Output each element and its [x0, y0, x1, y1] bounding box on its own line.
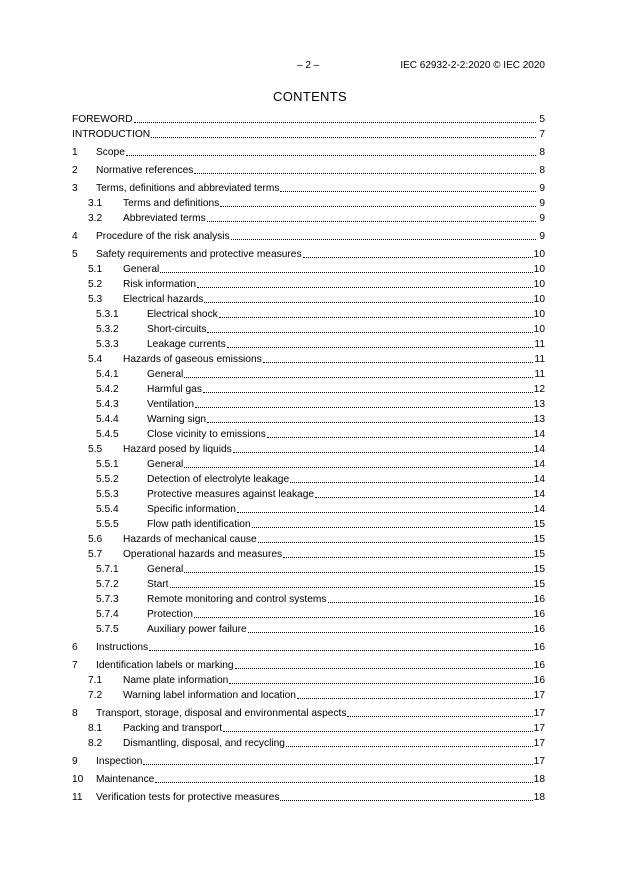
toc-entry-label: Maintenance: [96, 774, 155, 785]
dot-leader: [227, 347, 534, 348]
toc-entry-page: 10: [533, 264, 545, 275]
toc-entry-page: 15: [533, 579, 545, 590]
toc-entry[interactable]: [72, 425, 545, 440]
toc-entry-page: 9: [539, 213, 545, 224]
toc-entry-number: 7.2: [88, 690, 103, 701]
dot-leader: [252, 527, 533, 528]
toc-entry-page: 15: [533, 534, 545, 545]
dot-leader: [207, 422, 533, 423]
dot-leader: [126, 155, 536, 156]
toc-entry-page: 11: [534, 354, 545, 365]
toc-entry-label: Scope: [96, 147, 125, 158]
toc-entry-number: 5.7.3: [96, 594, 119, 605]
toc-entry-page: 15: [533, 564, 545, 575]
toc-entry-label: Ventilation: [147, 399, 195, 410]
toc-entry-page: 10: [533, 309, 545, 320]
dot-leader: [203, 392, 533, 393]
dot-leader: [263, 362, 534, 363]
toc-entry-label: Inspection: [96, 756, 143, 767]
toc-entry-page: 12: [533, 384, 545, 395]
toc-entry-number: 5.5: [88, 444, 103, 455]
toc-entry-label: General: [147, 369, 184, 380]
dot-leader: [235, 668, 533, 669]
page-title: CONTENTS: [273, 89, 347, 104]
toc-entry-page: 8: [539, 165, 545, 176]
dot-leader: [134, 122, 536, 123]
toc-entry-number: 5.3.2: [96, 324, 119, 335]
toc-entry-label: General: [147, 564, 184, 575]
toc-entry-page: 9: [539, 231, 545, 242]
toc-entry-page: 17: [533, 756, 545, 767]
dot-leader: [220, 206, 536, 207]
toc-entry-label: INTRODUCTION: [72, 129, 151, 140]
dot-leader: [204, 302, 532, 303]
toc-entry-number: 5.7.1: [96, 564, 119, 575]
dot-leader: [151, 137, 536, 138]
toc-entry[interactable]: [72, 470, 545, 485]
toc-entry-page: 16: [533, 642, 545, 653]
toc-entry[interactable]: [72, 686, 545, 701]
toc-entry-number: 10: [72, 774, 84, 785]
toc-entry-label: Hazards of mechanical cause: [123, 534, 257, 545]
toc-entry-label: Harmful gas: [147, 384, 202, 395]
toc-entry-number: 5.4.4: [96, 414, 119, 425]
dot-leader: [160, 272, 532, 273]
dot-leader: [303, 257, 533, 258]
toc-entry[interactable]: [72, 176, 545, 194]
toc-entry-label: Warning sign: [147, 414, 207, 425]
toc-entry-page: 10: [533, 279, 545, 290]
toc-entry-number: 5.5.2: [96, 474, 119, 485]
toc-entry-page: 17: [533, 738, 545, 749]
toc-entry-label: Name plate information: [123, 675, 229, 686]
dot-leader: [290, 482, 533, 483]
dot-leader: [184, 377, 533, 378]
dot-leader: [143, 764, 532, 765]
toc-entry[interactable]: [72, 260, 545, 275]
toc-entry[interactable]: [72, 290, 545, 305]
dot-leader: [184, 572, 532, 573]
toc-entry-label: Electrical hazards: [123, 294, 204, 305]
toc-entry-number: 4: [72, 231, 78, 242]
toc-entry[interactable]: [72, 335, 545, 350]
toc-entry-number: 2: [72, 165, 78, 176]
toc-entry-number: 5.7.2: [96, 579, 119, 590]
dot-leader: [194, 617, 533, 618]
toc-entry[interactable]: [72, 455, 545, 470]
dot-leader: [170, 587, 533, 588]
dot-leader: [184, 467, 532, 468]
toc-entry-page: 7: [539, 129, 545, 140]
toc-entry[interactable]: [72, 500, 545, 515]
toc-entry-number: 5.4.5: [96, 429, 119, 440]
toc-entry[interactable]: [72, 224, 545, 242]
toc-entry[interactable]: [72, 140, 545, 158]
toc-entry[interactable]: [72, 515, 545, 530]
toc-entry-number: 5.6: [88, 534, 103, 545]
toc-entry-label: Auxiliary power failure: [147, 624, 247, 635]
toc-entry-page: 18: [533, 774, 545, 785]
toc-entry-page: 16: [533, 609, 545, 620]
dot-leader: [328, 602, 533, 603]
toc-entry[interactable]: [72, 395, 545, 410]
toc-entry-label: Verification tests for protective measures: [96, 792, 280, 803]
toc-entry-number: 11: [72, 792, 83, 803]
toc-entry[interactable]: [72, 320, 545, 335]
dot-leader: [155, 782, 532, 783]
toc-entry[interactable]: [72, 485, 545, 500]
toc-entry-number: 5.7.5: [96, 624, 119, 635]
dot-leader: [237, 512, 533, 513]
dot-leader: [207, 221, 536, 222]
dot-leader: [267, 437, 533, 438]
dot-leader: [347, 716, 532, 717]
toc-entry-number: 1: [72, 147, 78, 158]
toc-entry-label: Protection: [147, 609, 193, 620]
toc-entry[interactable]: [72, 305, 545, 320]
toc-entry-label: FOREWORD: [72, 114, 133, 125]
toc-entry-number: 3.1: [88, 198, 103, 209]
toc-entry[interactable]: [72, 719, 545, 734]
dot-leader: [194, 173, 536, 174]
toc-entry-label: Electrical shock: [147, 309, 218, 320]
toc-entry-label: General: [123, 264, 160, 275]
toc-entry-number: 5.3.1: [96, 309, 119, 320]
toc-entry[interactable]: [72, 620, 545, 635]
table-of-contents: [72, 110, 545, 803]
dot-leader: [280, 800, 532, 801]
toc-entry-label: Identification labels or marking: [96, 660, 234, 671]
dot-leader: [258, 542, 533, 543]
toc-entry-label: Normative references: [96, 165, 194, 176]
toc-entry-number: 5.4.3: [96, 399, 119, 410]
toc-entry-label: Close vicinity to emissions: [147, 429, 266, 440]
toc-entry-page: 5: [539, 114, 545, 125]
toc-entry-page: 10: [533, 294, 545, 305]
toc-entry-page: 13: [533, 399, 545, 410]
toc-entry-number: 5.1: [88, 264, 103, 275]
toc-entry-page: 9: [539, 183, 545, 194]
toc-entry-page: 16: [533, 660, 545, 671]
toc-entry-page: 13: [533, 414, 545, 425]
toc-entry-number: 8.1: [88, 723, 103, 734]
toc-entry-label: Procedure of the risk analysis: [96, 231, 230, 242]
toc-entry-page: 10: [533, 324, 545, 335]
toc-entry-page: 17: [533, 723, 545, 734]
toc-entry-number: 5.4.1: [96, 369, 119, 380]
toc-entry[interactable]: [72, 734, 545, 749]
page-header: [72, 60, 545, 74]
toc-entry-label: Warning label information and location: [123, 690, 296, 701]
toc-entry-number: 7: [72, 660, 78, 671]
toc-entry[interactable]: [72, 209, 545, 224]
toc-entry-page: 11: [534, 339, 545, 350]
dot-leader: [315, 497, 533, 498]
toc-entry[interactable]: [72, 767, 545, 785]
toc-entry-number: 5.5.4: [96, 504, 119, 515]
toc-entry-label: Terms, definitions and abbreviated terms: [96, 183, 280, 194]
toc-entry-number: 5.5.3: [96, 489, 119, 500]
toc-entry-page: 17: [533, 690, 545, 701]
toc-entry-label: Instructions: [96, 642, 149, 653]
toc-entry-page: 14: [533, 444, 545, 455]
toc-entry-number: 5.5.1: [96, 459, 119, 470]
toc-entry-label: Short-circuits: [147, 324, 207, 335]
toc-entry[interactable]: [72, 785, 545, 803]
toc-entry[interactable]: [72, 653, 545, 671]
toc-entry-label: Packing and transport: [123, 723, 223, 734]
toc-entry-label: Safety requirements and protective measures: [96, 249, 302, 260]
dot-leader: [283, 557, 533, 558]
toc-entry[interactable]: [72, 671, 545, 686]
toc-entry-label: General: [147, 459, 184, 470]
toc-entry[interactable]: [72, 701, 545, 719]
toc-entry-number: 8: [72, 708, 78, 719]
toc-entry[interactable]: [72, 410, 545, 425]
dot-leader: [280, 191, 536, 192]
toc-entry-number: 9: [72, 756, 78, 767]
toc-entry[interactable]: [72, 194, 545, 209]
toc-entry[interactable]: [72, 749, 545, 767]
dot-leader: [149, 650, 533, 651]
toc-entry-label: Flow path identification: [147, 519, 251, 530]
toc-entry-page: 15: [533, 549, 545, 560]
toc-entry-page: 18: [533, 792, 545, 803]
toc-entry-page: 9: [539, 198, 545, 209]
toc-entry-page: 16: [533, 624, 545, 635]
toc-entry-number: 5: [72, 249, 78, 260]
toc-entry-page: 14: [533, 489, 545, 500]
toc-entry-number: 5.3: [88, 294, 103, 305]
toc-entry-page: 14: [533, 459, 545, 470]
toc-entry[interactable]: [72, 635, 545, 653]
dot-leader: [195, 407, 533, 408]
toc-entry-page: 8: [539, 147, 545, 158]
toc-entry-page: 14: [533, 429, 545, 440]
toc-entry[interactable]: [72, 545, 545, 560]
toc-entry-number: 5.2: [88, 279, 103, 290]
toc-entry[interactable]: [72, 365, 545, 380]
toc-entry-label: Operational hazards and measures: [123, 549, 283, 560]
toc-entry-label: Terms and definitions: [123, 198, 220, 209]
dot-leader: [207, 332, 532, 333]
toc-entry-number: 5.3.3: [96, 339, 119, 350]
toc-entry-label: Start: [147, 579, 169, 590]
toc-entry-page: 16: [533, 594, 545, 605]
toc-entry-number: 3: [72, 183, 78, 194]
document-identifier: IEC 62932-2-2:2020 © IEC 2020: [400, 60, 545, 71]
toc-entry-label: Dismantling, disposal, and recycling: [123, 738, 285, 749]
toc-entry-number: 5.7: [88, 549, 103, 560]
toc-entry[interactable]: [72, 110, 545, 125]
dot-leader: [248, 632, 533, 633]
toc-entry[interactable]: [72, 440, 545, 455]
toc-entry-number: 5.4: [88, 354, 103, 365]
dot-leader: [229, 683, 532, 684]
toc-entry[interactable]: [72, 560, 545, 575]
dot-leader: [233, 452, 533, 453]
toc-entry[interactable]: [72, 275, 545, 290]
toc-entry-number: 3.2: [88, 213, 103, 224]
toc-entry[interactable]: [72, 158, 545, 176]
toc-entry-label: Abbreviated terms: [123, 213, 206, 224]
toc-entry-label: Transport, storage, disposal and environmental aspects: [96, 708, 347, 719]
toc-entry[interactable]: [72, 380, 545, 395]
toc-entry-number: 6: [72, 642, 78, 653]
toc-entry[interactable]: [72, 125, 545, 140]
toc-entry-page: 15: [533, 519, 545, 530]
dot-leader: [286, 746, 533, 747]
toc-entry-page: 17: [533, 708, 545, 719]
toc-entry-page: 14: [533, 474, 545, 485]
toc-entry-number: 5.7.4: [96, 609, 119, 620]
toc-entry[interactable]: [72, 605, 545, 620]
toc-entry-page: 16: [533, 675, 545, 686]
toc-entry-label: Protective measures against leakage: [147, 489, 315, 500]
page-number: – 2 –: [297, 60, 320, 71]
dot-leader: [197, 287, 533, 288]
toc-entry-label: Specific information: [147, 504, 236, 515]
dot-leader: [297, 698, 533, 699]
toc-entry-page: 14: [533, 504, 545, 515]
toc-entry-label: Hazards of gaseous emissions: [123, 354, 262, 365]
dot-leader: [219, 317, 533, 318]
toc-entry-page: 10: [533, 249, 545, 260]
toc-entry-number: 8.2: [88, 738, 103, 749]
toc-entry[interactable]: [72, 242, 545, 260]
dot-leader: [231, 239, 536, 240]
toc-entry-number: 5.4.2: [96, 384, 119, 395]
dot-leader: [223, 731, 533, 732]
toc-entry-number: 5.5.5: [96, 519, 119, 530]
toc-entry-label: Leakage currents: [147, 339, 226, 350]
toc-entry[interactable]: [72, 590, 545, 605]
toc-entry-label: Hazard posed by liquids: [123, 444, 232, 455]
toc-entry-label: Remote monitoring and control systems: [147, 594, 327, 605]
toc-entry[interactable]: [72, 575, 545, 590]
toc-entry[interactable]: [72, 350, 545, 365]
toc-entry-label: Risk information: [123, 279, 197, 290]
toc-entry-number: 7.1: [88, 675, 103, 686]
toc-entry[interactable]: [72, 530, 545, 545]
toc-entry-page: 11: [534, 369, 545, 380]
toc-entry-label: Detection of electrolyte leakage: [147, 474, 290, 485]
